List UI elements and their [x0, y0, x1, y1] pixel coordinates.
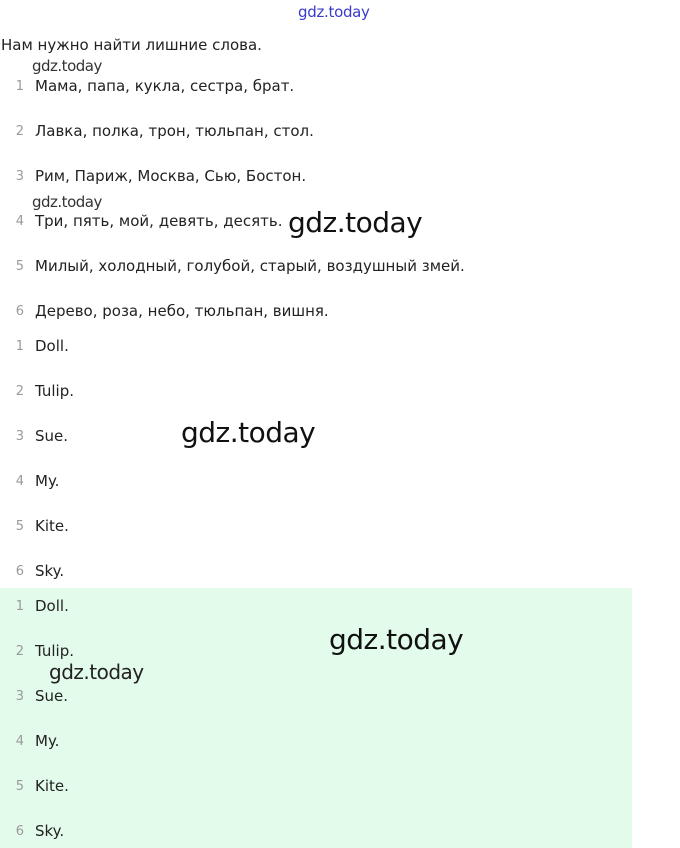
- list-item: [0, 336, 69, 356]
- list-item: [0, 686, 68, 706]
- list-item: [0, 256, 465, 276]
- item-text: Мама, папа, кукла, сестра, брат.: [35, 77, 295, 95]
- item-text: Лавка, полка, трон, тюльпан, стол.: [35, 122, 314, 140]
- watermark: gdz.today: [49, 660, 144, 684]
- intro-text: Нам нужно найти лишние слова.: [1, 36, 262, 54]
- item-number: 6: [15, 823, 24, 839]
- list-item: [0, 596, 69, 616]
- item-text: Tulip.: [35, 382, 75, 400]
- item-number: 5: [15, 778, 24, 794]
- item-text: My.: [35, 472, 60, 490]
- item-text: Sky.: [35, 562, 65, 580]
- item-number: 2: [15, 643, 24, 659]
- item-number: 5: [15, 518, 24, 534]
- item-text: Doll.: [35, 597, 69, 615]
- site-link[interactable]: gdz.today: [298, 3, 370, 21]
- list-item: [0, 516, 69, 536]
- answer-box: [0, 588, 632, 848]
- item-text: Милый, холодный, голубой, старый, воздушный змей.: [35, 257, 465, 275]
- list-item: [0, 821, 64, 841]
- list-item: [0, 381, 74, 401]
- item-number: 2: [15, 123, 24, 139]
- watermark: gdz.today: [32, 57, 102, 75]
- item-text: My.: [35, 732, 60, 750]
- item-number: 2: [15, 383, 24, 399]
- item-number: 1: [15, 78, 24, 94]
- list-item: [0, 166, 306, 186]
- item-text: Sue.: [35, 427, 69, 445]
- item-text: Kite.: [35, 777, 69, 795]
- item-text: Дерево, роза, небо, тюльпан, вишня.: [35, 302, 329, 320]
- item-text: Sky.: [35, 822, 65, 840]
- list-item: [0, 301, 329, 321]
- item-number: 4: [15, 473, 24, 489]
- item-number: 3: [15, 428, 24, 444]
- item-number: 1: [15, 338, 24, 354]
- list-item: [0, 776, 69, 796]
- item-text: Рим, Париж, Москва, Сью, Бостон.: [35, 167, 307, 185]
- list-item: [0, 211, 283, 231]
- list-item: [0, 426, 68, 446]
- list-item: [0, 471, 59, 491]
- list-item: [0, 561, 64, 581]
- item-number: 3: [15, 168, 24, 184]
- item-number: 5: [15, 258, 24, 274]
- item-text: Tulip.: [35, 642, 75, 660]
- watermark: gdz.today: [181, 416, 316, 449]
- watermark: gdz.today: [32, 193, 102, 211]
- item-text: Kite.: [35, 517, 69, 535]
- watermark: gdz.today: [329, 623, 464, 656]
- item-text: Sue.: [35, 687, 69, 705]
- list-item: [0, 731, 59, 751]
- item-number: 4: [15, 213, 24, 229]
- item-text: Три, пять, мой, девять, десять.: [35, 212, 283, 230]
- item-number: 6: [15, 303, 24, 319]
- list-item: [0, 641, 74, 661]
- item-number: 4: [15, 733, 24, 749]
- item-number: 6: [15, 563, 24, 579]
- item-text: Doll.: [35, 337, 69, 355]
- list-item: [0, 121, 314, 141]
- watermark: gdz.today: [288, 206, 423, 239]
- item-number: 3: [15, 688, 24, 704]
- item-number: 1: [15, 598, 24, 614]
- list-item: [0, 76, 294, 96]
